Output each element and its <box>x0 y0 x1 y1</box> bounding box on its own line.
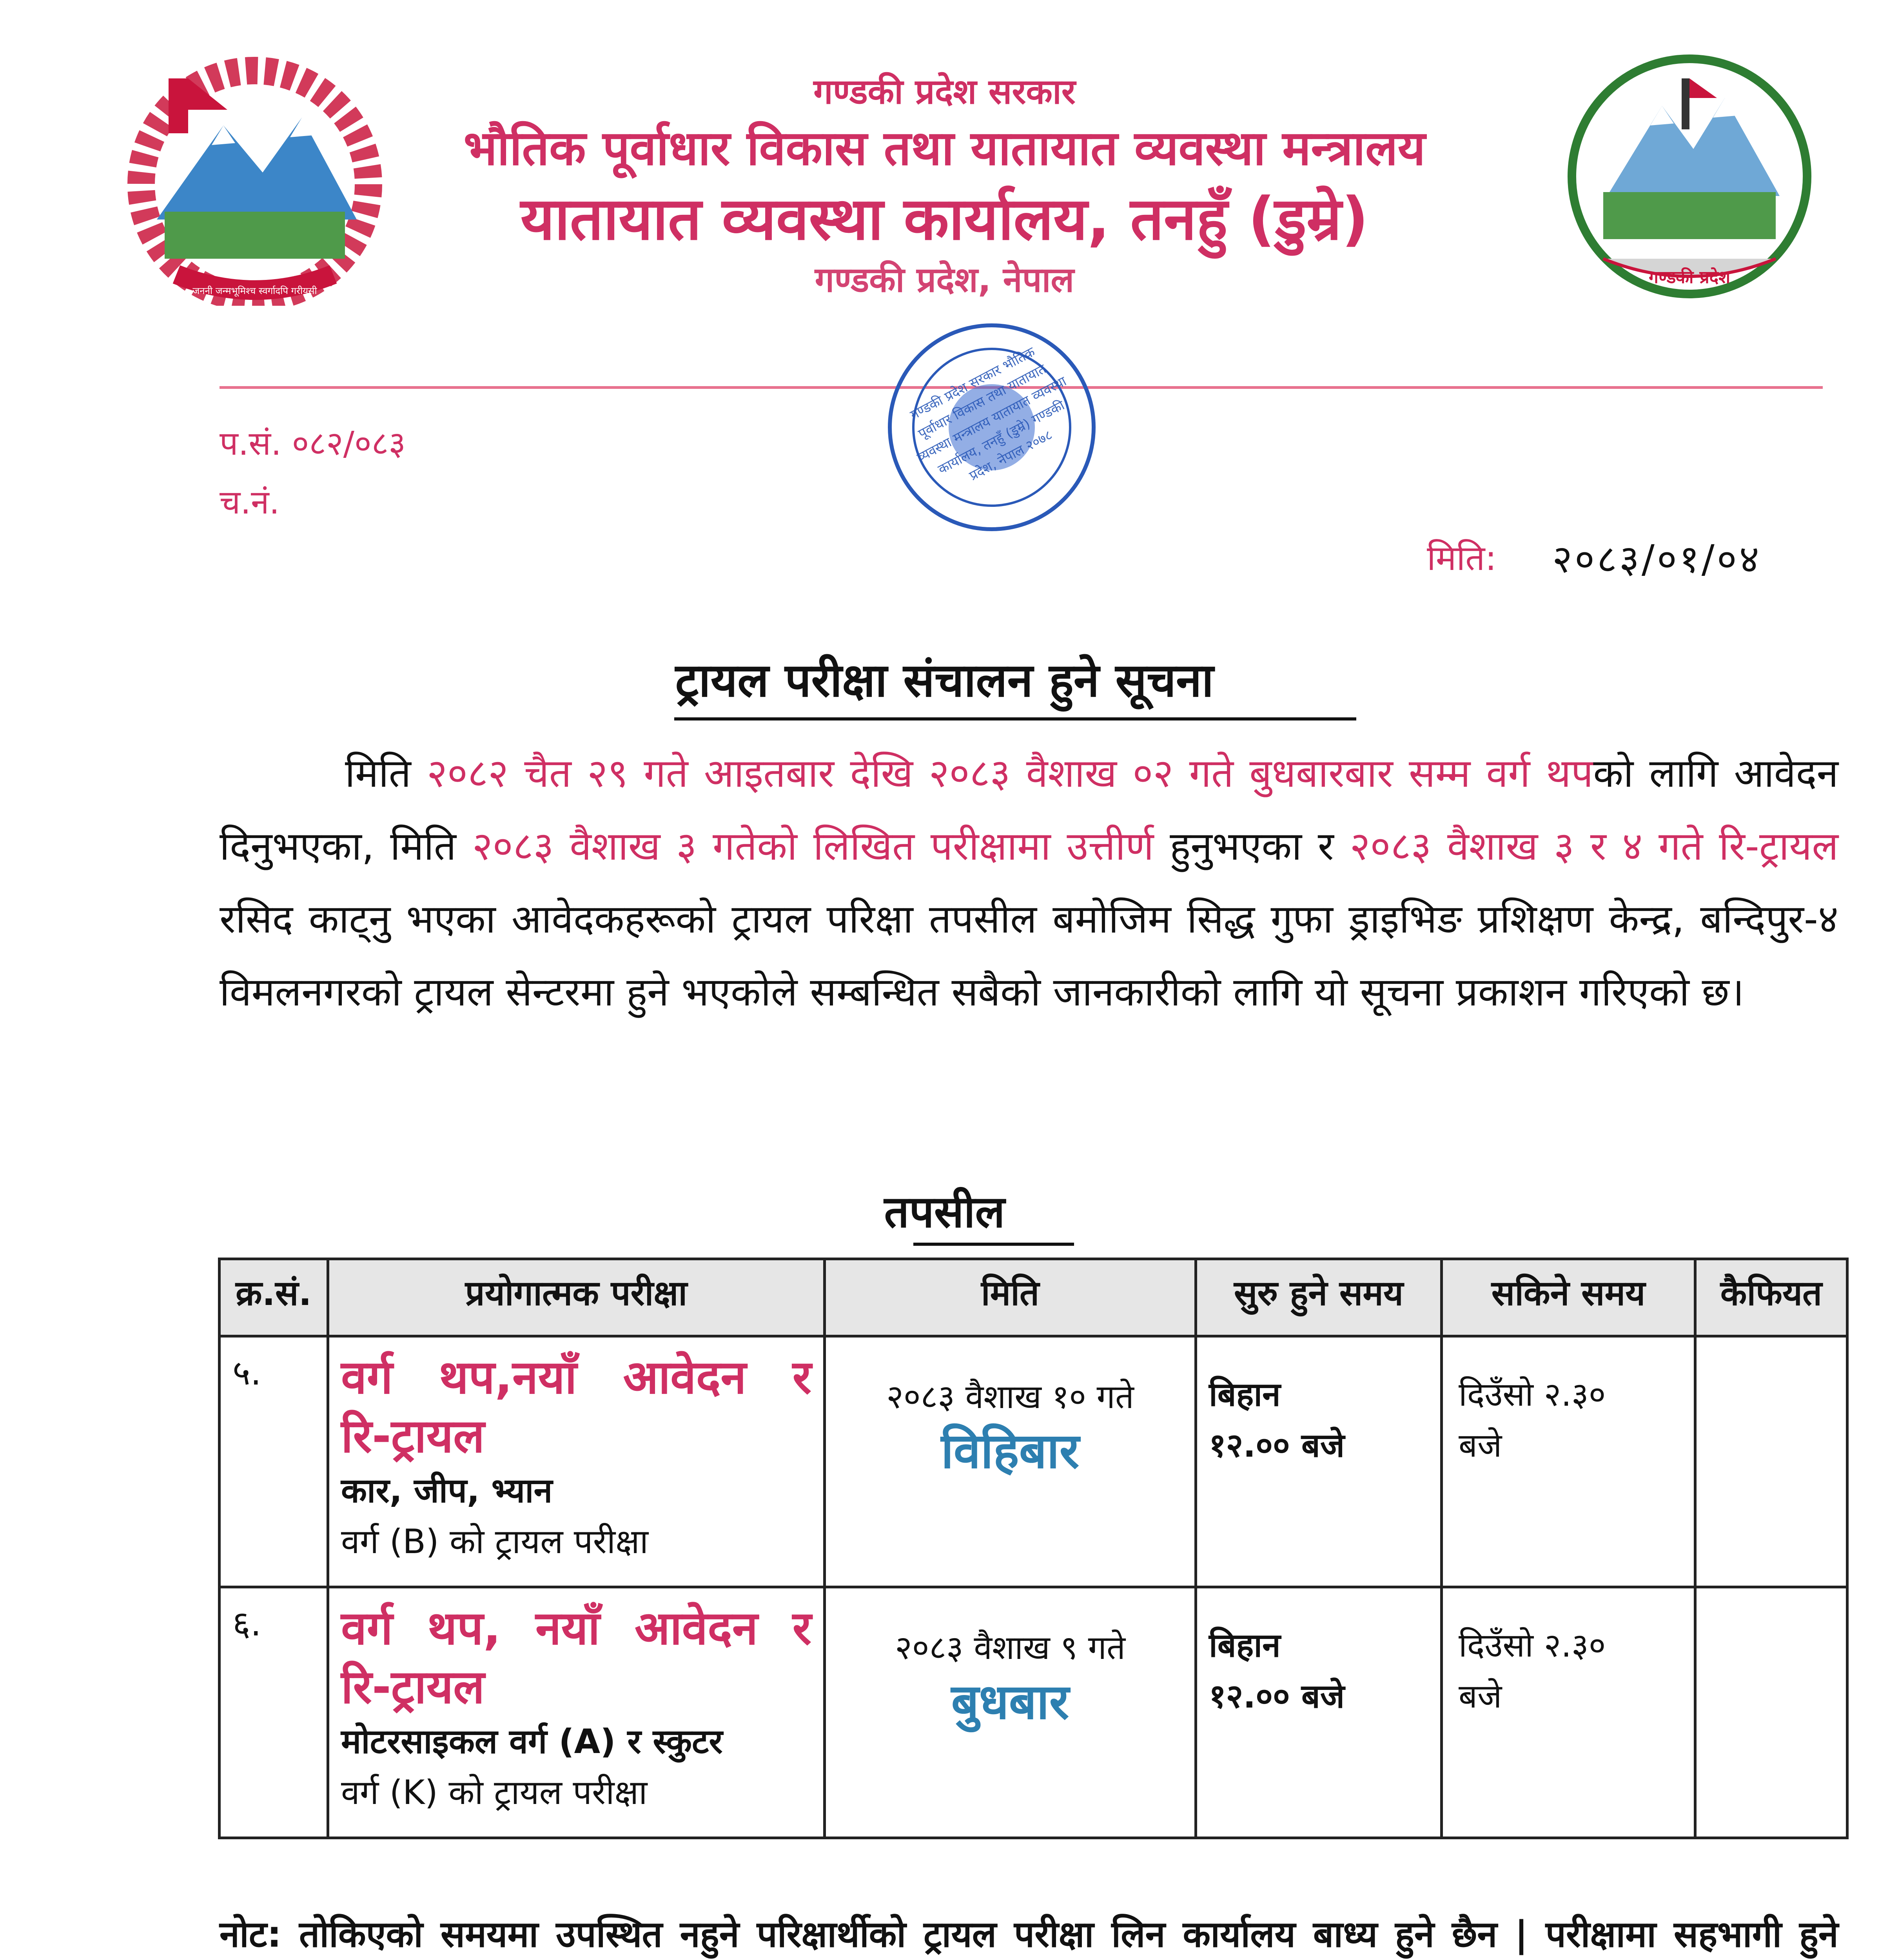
office-stamp <box>882 314 1101 541</box>
notice-paragraph <box>220 737 1838 1029</box>
col-sn: क्र.सं. <box>220 1259 328 1336</box>
row-end-a: दिउँसो २.३० <box>1459 1375 1606 1414</box>
row-end-b: बजे <box>1459 1426 1502 1465</box>
table-row <box>220 1587 1847 1838</box>
row-remark <box>1695 1336 1847 1587</box>
row-end-b: बजे <box>1459 1677 1502 1715</box>
row-sn: ५. <box>220 1336 328 1587</box>
ref-number: प.सं. ०८२/०८३ <box>220 424 406 463</box>
header-government: गण्डकी प्रदेश सरकार <box>813 71 1076 112</box>
row-test-title: वर्ग थप,नयाँ आवेदन र <box>341 1350 811 1404</box>
header-office: यातायात व्यवस्था कार्यालय, तनहुँ (डुम्रे) <box>520 185 1369 253</box>
row-start-a: बिहान <box>1209 1626 1281 1664</box>
dispatch-number: च.नं. <box>220 483 280 521</box>
row-start <box>1196 1587 1442 1838</box>
row-end-a: दिउँसो २.३० <box>1459 1626 1606 1664</box>
title-underline <box>674 717 1356 720</box>
row-start-b: १२.०० बजे <box>1209 1677 1345 1715</box>
row-test-vehicles: कार, जीप, भ्यान <box>341 1471 553 1510</box>
office-stamp-text: गण्डकी प्रदेश सरकार भौतिक पूर्वाधार विकास तथा यातायात व्यवस्था मन्त्रालय यातायात व्यवस्था कार्यालय, तनहुँ (डुम्रे) गण्डकी प्रदेश, नेपाल २०७८ <box>907 344 1069 484</box>
para-text-1: मिति <box>345 750 427 796</box>
para-text-4: रसिद काट्नु भएका आवेदकहरूको ट्रायल परिक्षा तपसील बमोजिम सिद्ध गुफा ड्राइभिङ प्रशिक्षण केन्द्र, बन्दिपुर-४ विमलनगरको ट्रायल सेन्टरमा हुने भएकोले सम्बन्धित सबैको जानकारीको लागि यो सूचना प्रकाशन गरिएको छ। <box>220 896 1838 1015</box>
row-day: बुधबार <box>951 1674 1069 1730</box>
row-end <box>1442 1587 1695 1838</box>
col-test: प्रयोगात्मक परीक्षा <box>328 1259 825 1336</box>
row-day: विहिबार <box>941 1423 1080 1479</box>
header-province: गण्डकी प्रदेश, नेपाल <box>815 260 1074 300</box>
row-date-text: २०८३ वैशाख ९ गते <box>895 1628 1125 1667</box>
para-highlight-1: २०८२ चैत २९ गते आइतबार देखि २०८३ वैशाख ०२ गते बुधबारबार सम्म वर्ग थप <box>426 750 1593 796</box>
table-header-row <box>220 1259 1847 1336</box>
row-start-a: बिहान <box>1209 1375 1281 1414</box>
col-end: सकिने समय <box>1442 1259 1695 1336</box>
row-test-category: वर्ग (K) को ट्रायल परीक्षा <box>341 1773 648 1812</box>
row-end <box>1442 1336 1695 1587</box>
table-row <box>220 1336 1847 1587</box>
row-date-text: २०८३ वैशाख १० गते <box>886 1377 1134 1416</box>
right-emblem-label: गण्डकी प्रदेश <box>1648 267 1731 287</box>
header-ministry: भौतिक पूर्वाधार विकास तथा यातायात व्यवस्था मन्त्रालय <box>463 120 1426 176</box>
row-sn: ६. <box>220 1587 328 1838</box>
date-label: मिति: <box>1427 538 1497 578</box>
para-highlight-3: २०८३ वैशाख ३ र ४ गते रि-ट्रायल <box>1350 823 1838 869</box>
row-start <box>1196 1336 1442 1587</box>
row-date <box>825 1587 1196 1838</box>
col-start: सुरु हुने समय <box>1196 1259 1442 1336</box>
para-highlight-2: २०८३ वैशाख ३ गतेको लिखित परीक्षामा उत्तीर्ण <box>472 823 1154 869</box>
row-test-title-2: रि-ट्रायल <box>341 1660 485 1714</box>
tapsil-underline <box>913 1243 1074 1246</box>
schedule-table <box>218 1258 1849 1839</box>
tapsil-heading: तपसील <box>884 1187 1005 1238</box>
left-emblem-motto: जननी जन्मभूमिश्च स्वर्गादपि गरीयसी <box>192 285 317 296</box>
row-date <box>825 1336 1196 1587</box>
row-test-title-2: रि-ट्रायल <box>341 1409 485 1463</box>
row-test-category: वर्ग (B) को ट्रायल परीक्षा <box>341 1522 649 1561</box>
para-text-3: हुनुभएका र <box>1154 823 1350 869</box>
row-test <box>328 1587 825 1838</box>
notice-title: ट्रायल परीक्षा संचालन हुने सूचना <box>675 653 1214 707</box>
note-text-1: नोट: तोकिएको समयमा उपस्थित नहुने परिक्षार्थीको ट्रायल परीक्षा लिन कार्यालय बाध्य हुने छैन | परीक्षामा सहभागी हुने <box>220 1913 1838 1955</box>
col-date: मिति <box>825 1259 1196 1336</box>
row-remark <box>1695 1587 1847 1838</box>
date-value: २०८३/०१/०४ <box>1552 537 1762 582</box>
row-start-b: १२.०० बजे <box>1209 1426 1345 1465</box>
para-text-2: को लागि आवेदन दिनुभएका, मिति <box>220 750 1839 869</box>
col-remark: कैफियत <box>1695 1259 1847 1336</box>
right-emblem <box>1560 47 1819 306</box>
note-paragraph <box>220 1901 1838 1960</box>
row-test <box>328 1336 825 1587</box>
row-test-title: वर्ग थप, नयाँ आवेदन र <box>341 1601 811 1655</box>
row-test-vehicles: मोटरसाइकल वर्ग (A) र स्कुटर <box>341 1722 723 1761</box>
